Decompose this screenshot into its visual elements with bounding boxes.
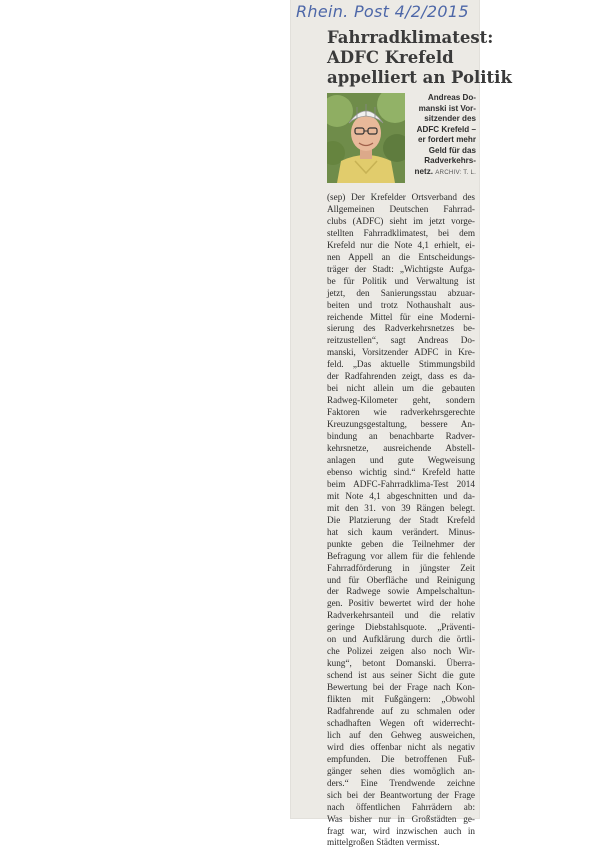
body-line: Bewertung bei der Frage nach Kon-: [327, 682, 475, 693]
body-line: clubs (ADFC) sieht im jetzt vorge-: [327, 215, 475, 226]
body-line: Fahrradförderung in jüngster Zeit: [327, 562, 475, 573]
body-line: reichende Mittel für eine Moderni-: [327, 311, 475, 322]
body-line: Die Platzierung der Stadt Krefeld: [327, 514, 475, 525]
body-line: mit den 31. von 39 Rängen belegt.: [327, 502, 475, 513]
body-line: Krefeld nur die Note 4,1 erhielt, ei-: [327, 239, 475, 250]
body-line: kehrsnetze, ausreichende Abstell-: [327, 443, 475, 454]
body-line: nen Appell an die Entscheidungs-: [327, 251, 475, 262]
body-line: träger der Stadt: „Wichtigste Aufga-: [327, 263, 475, 274]
body-line: schend ist aus seiner Sicht die gute: [327, 670, 475, 681]
caption-line: er fordert mehr: [417, 135, 476, 144]
body-line: und für Oberfläche und Reinigung: [327, 574, 475, 585]
headline-line: ADFC Krefeld: [327, 48, 454, 67]
body-line: Radweg-Kilometer geht, sondern: [327, 395, 475, 406]
body-line: schadhaften Wegen oft widerrecht-: [327, 717, 475, 728]
body-line: jetzt, den Sanierungsstau abzuar-: [327, 287, 475, 298]
body-line: beiten und trotz Nothaushalt aus-: [327, 299, 475, 310]
body-line: Befragung vor allem für die fehlende: [327, 550, 475, 561]
body-line: stellten Fahrradklimatest, bei dem: [327, 227, 475, 238]
body-line: feld. „Das aktuelle Stimmungsbild: [327, 359, 475, 370]
caption-line: manski ist Vor-: [418, 103, 476, 113]
body-line: be für Politik und Verwaltung ist: [327, 275, 475, 286]
body-line: geringe Diebstahlsquote. „Präventi-: [327, 622, 475, 633]
portrait-photo: [327, 93, 405, 183]
headline-line: Fahrradklimatest:: [327, 28, 494, 47]
body-line: wird dies offenbar nicht als negativ: [327, 741, 475, 752]
caption-line: [408, 167, 476, 179]
body-line: che Polizei zeigen also noch Wir-: [327, 646, 475, 657]
body-line: Radfahrende auf zu schmalen oder: [327, 705, 475, 716]
body-line: (sep) Der Krefelder Ortsverband des: [327, 192, 475, 202]
body-line: anlagen und gute Wegweisung: [327, 454, 475, 465]
body-line: der Radfahrenden zeigt, dass es da-: [327, 371, 475, 382]
portrait-man-with-bicycle-helmet-photo: [327, 93, 405, 183]
body-line: mit Note 4,1 abgeschnitten und da-: [327, 490, 475, 501]
body-line: bindung an benachbarte Radver-: [327, 431, 475, 442]
body-line: mittelgroßen Städten vermisst.: [327, 837, 440, 848]
body-line: hat sich kaum verändert. Minus-: [327, 526, 475, 537]
body-line: on und Aufklärung durch die örtli-: [327, 634, 475, 645]
body-line: Radverkehrsanteil und die relativ: [327, 610, 475, 621]
body-line: sierung des Radverkehrsnetzes be-: [327, 323, 475, 334]
photo-credit: ARCHIV: T. L.: [435, 168, 476, 176]
body-line: empfunden. Die betroffenen Fuß-: [327, 753, 475, 764]
body-line: gen. Positiv bewertet wird der hohe: [327, 598, 475, 609]
body-line: nach öffentlichen Fahrrädern ab:: [327, 801, 475, 812]
handwritten-source-note: Rhein. Post 4/2/2015: [296, 2, 469, 21]
body-line: fragt war, wird inzwischen auch in: [327, 825, 475, 836]
body-line: reitzustellen“, sagt Andreas Do-: [327, 335, 475, 346]
caption-line: sitzender des: [424, 114, 476, 123]
photo-caption: [408, 93, 476, 178]
body-line: Was bisher nur in Großstädten ge-: [327, 813, 475, 824]
headline-line: appelliert an Politik: [327, 68, 512, 87]
body-line: gänger sehen dies womöglich an-: [327, 765, 475, 776]
body-line: lich auf den Gehweg ausweichen,: [327, 729, 475, 740]
article-body: [327, 192, 475, 849]
body-line: sich bei der Beantwortung der Frage: [327, 789, 475, 800]
body-line: ebenso wichtig sind.“ Krefeld hatte: [327, 466, 475, 477]
caption-line-text: netz.: [414, 166, 433, 176]
body-line: kung“, betont Domanski. Überra-: [327, 658, 475, 669]
caption-line: Radverkehrs-: [424, 156, 476, 165]
body-line: Allgemeinen Deutschen Fahrrad-: [327, 203, 475, 214]
body-line: der Radwege sowie Ampelschaltun-: [327, 586, 475, 597]
body-line: punkte geben die Teilnehmer der: [327, 538, 475, 549]
body-line: manski, Vorsitzender ADFC in Kre-: [327, 347, 475, 358]
body-line: bei nicht allein um die gebauten: [327, 383, 475, 394]
body-line: Kreuzungsgestaltung, bessere An-: [327, 419, 475, 430]
caption-line: Andreas Do-: [427, 93, 476, 102]
body-line: Faktoren wie radverkehrsgerechte: [327, 407, 475, 418]
body-line: ders.“ Eine Trendwende zeichne: [327, 777, 475, 788]
body-line: flikten mit Fußgängern: „Obwohl: [327, 694, 475, 705]
body-line: beim ADFC-Fahrradklima-Test 2014: [327, 478, 475, 489]
article-headline: [327, 28, 512, 88]
caption-line: ADFC Krefeld –: [416, 124, 476, 134]
caption-line: Geld für das: [428, 145, 476, 155]
